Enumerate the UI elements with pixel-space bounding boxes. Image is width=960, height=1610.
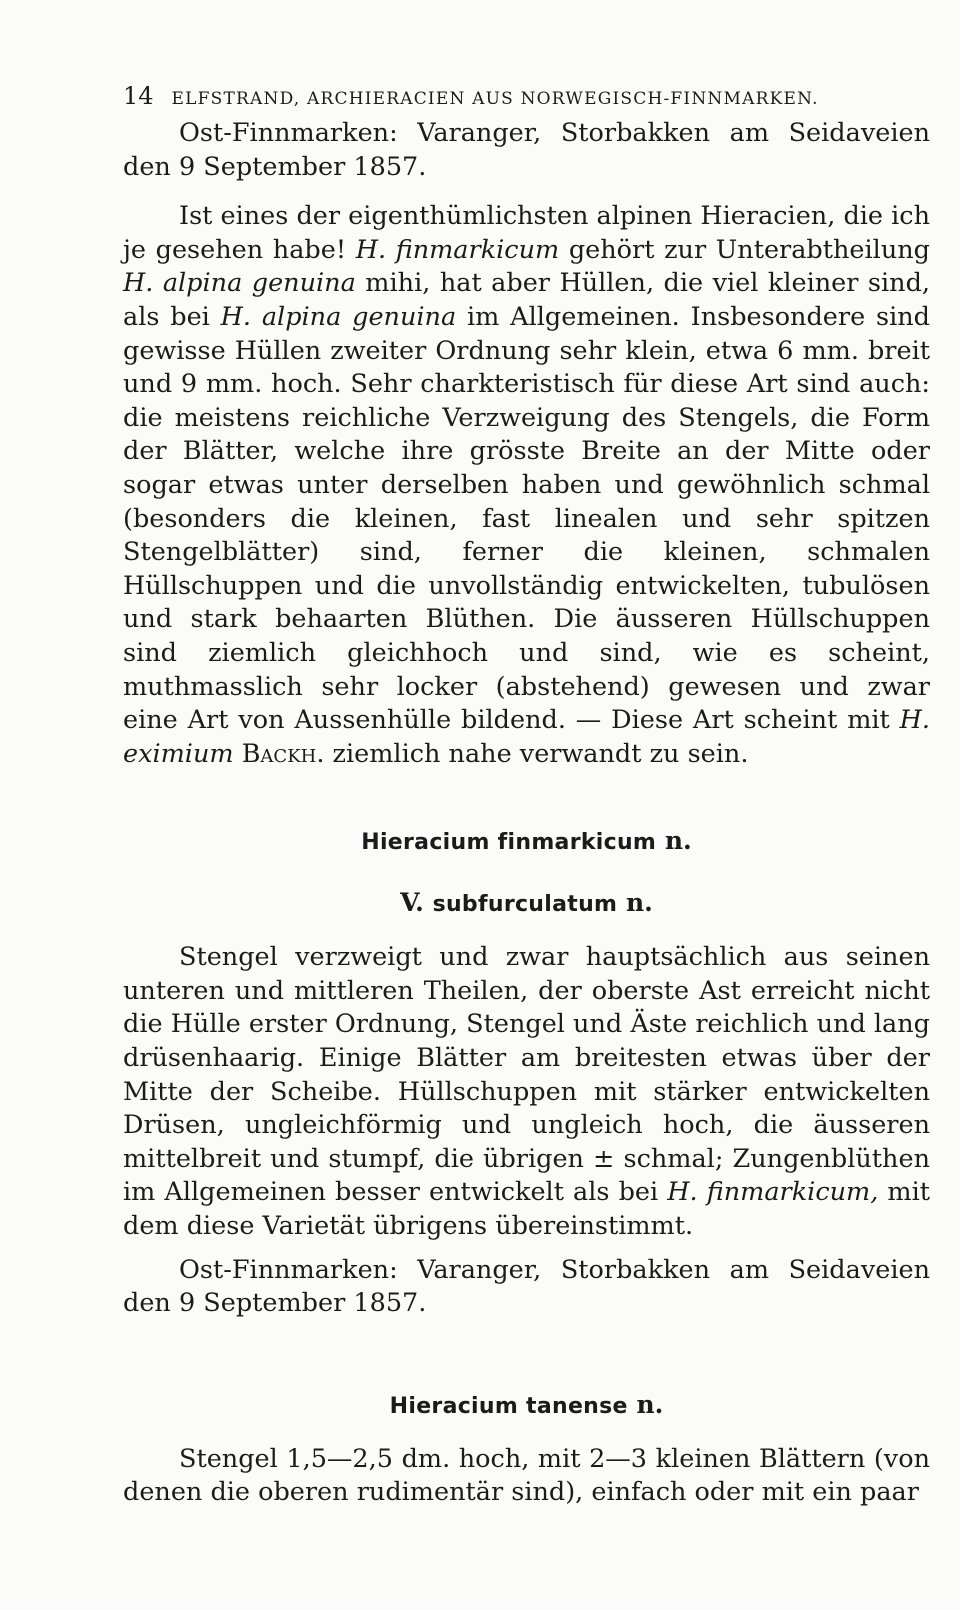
description-paragraph xyxy=(123,200,930,771)
text-run: mit dem diese Varietät übrigens übereinstimmt. xyxy=(123,1177,930,1242)
species-heading-tanense xyxy=(123,1389,930,1423)
locality-paragraph-2: Ost-Finnmarken: Varanger, Storbakken am Seidaveien den 9 September 1857. xyxy=(123,1254,930,1319)
page-number: 14 xyxy=(123,82,154,110)
heading-suffix: n. xyxy=(656,826,692,856)
text-run: mihi, hat aber Hüllen, die viel kleiner sind, als bei xyxy=(123,268,931,332)
species-name: H. finmarkicum, xyxy=(667,1177,879,1208)
heading-name: subfurculatum xyxy=(432,892,618,918)
author-abbrev: Backh. xyxy=(241,738,325,769)
species-name: H. eximium xyxy=(123,705,930,769)
text-run: Ist eines der eigenthümlichsten alpinen Hieracien, die ich je gesehen habe! xyxy=(123,201,930,265)
locality-paragraph-1: Ost-Finnmarken: Varanger, Storbakken am Seidaveien den 9 September 1857. xyxy=(123,118,930,182)
variety-description-paragraph xyxy=(123,941,930,1243)
running-title: ELFSTRAND, ARCHIERACIEN AUS NORWEGISCH-FINNMARKEN. xyxy=(171,89,819,109)
species-name: H. finmarkicum xyxy=(355,234,560,265)
heading-prefix: V. xyxy=(400,888,433,918)
variety-heading-subfurculatum xyxy=(123,887,930,921)
text-run: gehört zur Unterabtheilung xyxy=(559,234,930,265)
species-heading-finmarkicum xyxy=(123,825,930,859)
tanense-description-paragraph: Stengel 1,5—2,5 dm. hoch, mit 2—3 kleinen Blättern (von denen die oberen rudimentär sind), einfach oder mit ein paar xyxy=(123,1443,930,1508)
text-run: im Allgemeinen. Insbesondere sind gewisse Hüllen zweiter Ordnung sehr klein, etwa 6 mm. breit und 9 mm. hoch. Sehr charkteristisch für diese Art sind auch: die meistens reichliche Verzweigung des Stengels, die Form der Blätter, welche ihre grösste Breite an der Mitte oder sogar etwas unter derselben haben und gewöhnlich schmal (besonders die kleinen, fast linealen und sehr spitzen Stengelblätter) sind, ferner die kleinen, schmalen Hüllschuppen und die unvollständig entwickelten, tubulösen und stark behaarten Blüthen. Die äusseren Hüllschuppen sind ziemlich gleichhoch und sind, wie es scheint, muthmasslich sehr locker (abstehend) gewesen und zwar eine Art von Aussenhülle bildend. — Diese Art scheint mit xyxy=(123,301,930,736)
heading-name: Hieracium tanense xyxy=(389,1393,628,1419)
text-run: Stengel verzweigt und zwar hauptsächlich aus seinen unteren und mittleren Theilen, der oberste Ast erreicht nicht die Hülle erster Ordnung, Stengel und Äste reichlich und lang drüsenhaarig. Einige Blätter am breitesten etwas über der Mitte der Scheibe. Hüllschuppen mit stärker entwickelten Drüsen, ungleichförmig und ungleich hoch, die äusseren mittelbreit und stumpf, die übrigen ± schmal; Zungenblüthen im Allgemeinen besser entwickelt als bei xyxy=(123,942,930,1208)
heading-suffix: n. xyxy=(627,1389,664,1419)
species-name: H. alpina genuina xyxy=(123,268,356,299)
running-header xyxy=(123,82,930,113)
text-run: ziemlich nahe verwandt zu sein. xyxy=(324,738,749,769)
heading-suffix: n. xyxy=(617,888,653,918)
heading-name: Hieracium finmarkicum xyxy=(361,830,657,856)
species-name: H. alpina genuina xyxy=(220,301,457,332)
